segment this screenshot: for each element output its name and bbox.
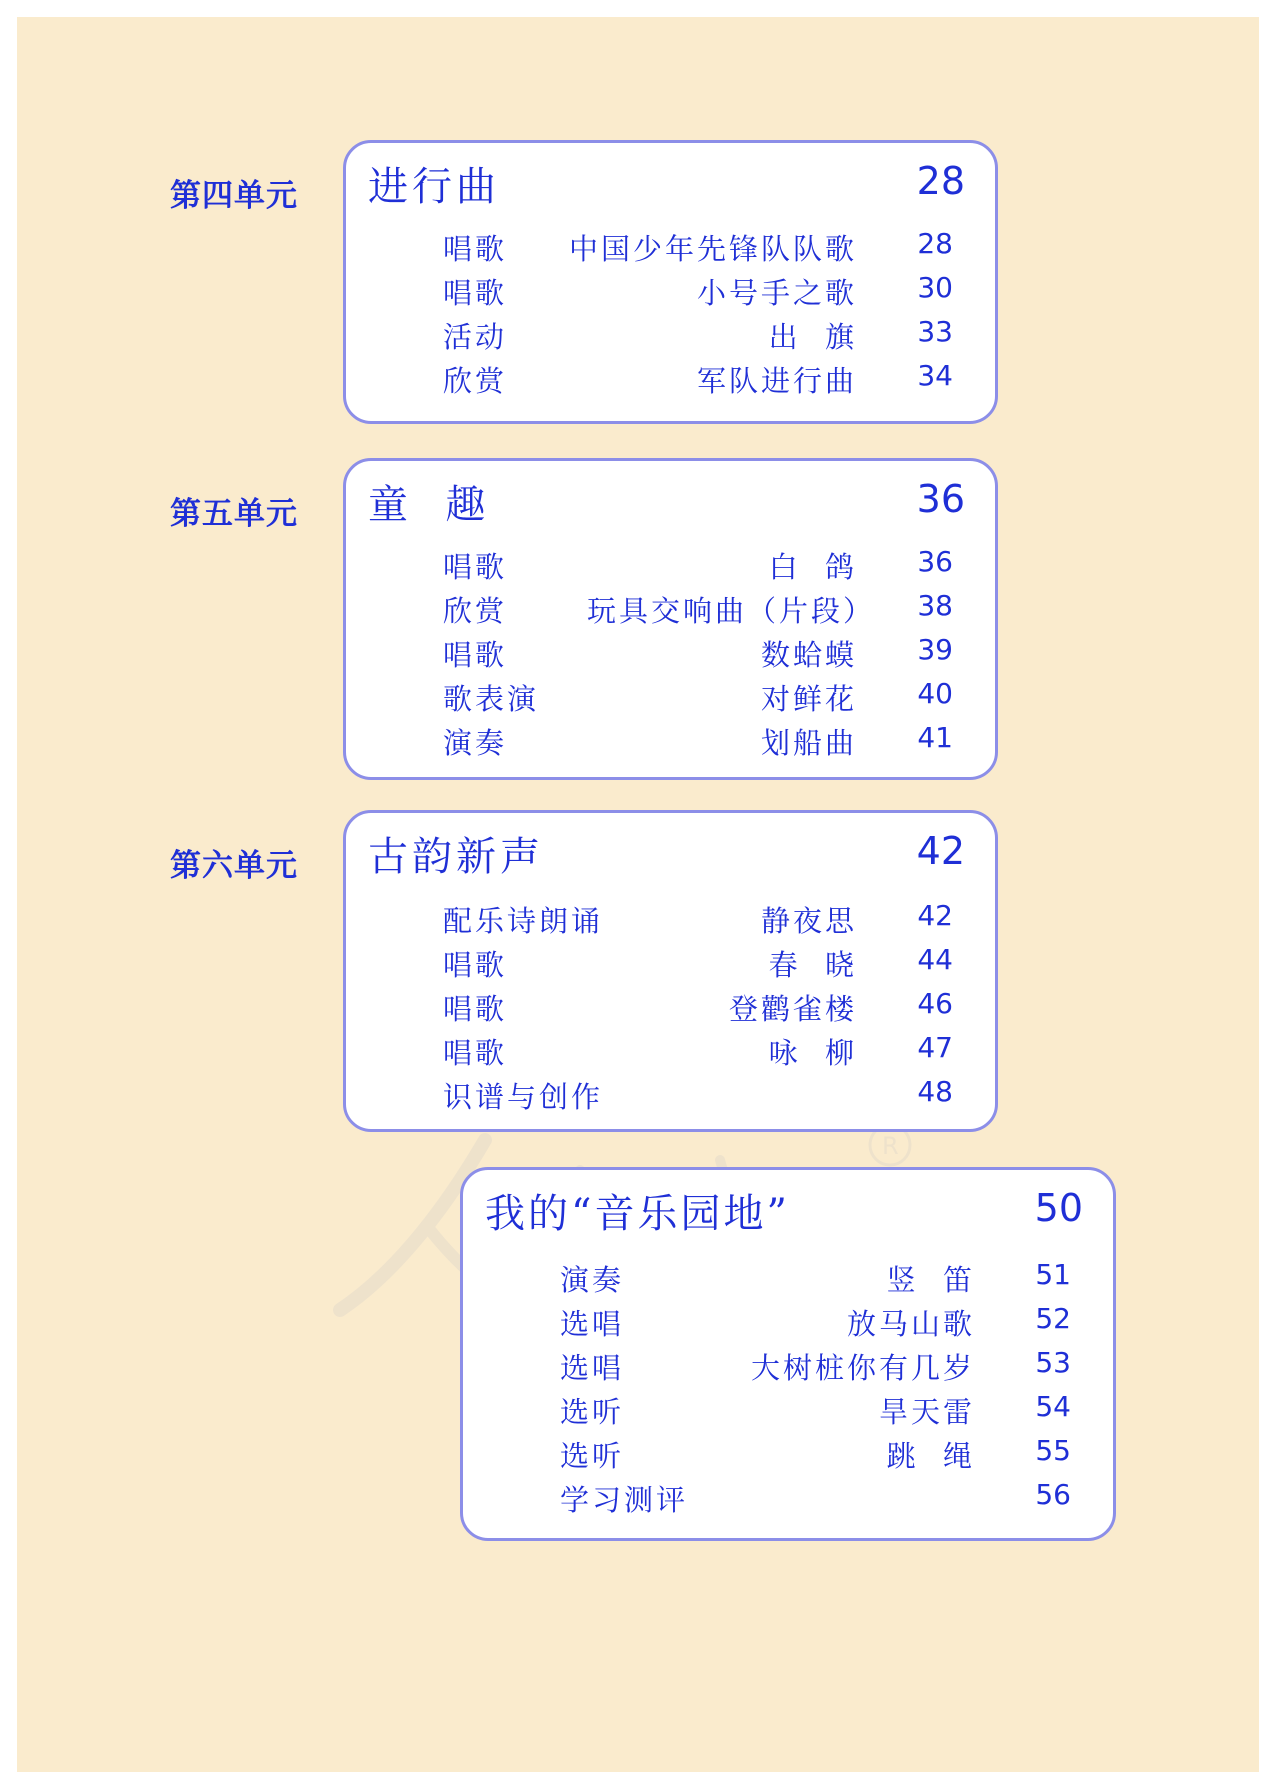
toc-row[interactable] <box>346 1031 995 1071</box>
toc-row[interactable] <box>463 1390 1113 1430</box>
toc-row[interactable] <box>346 677 995 717</box>
toc-song: 咏 柳 <box>768 1036 857 1070</box>
garden-box <box>460 1167 1116 1541</box>
toc-row[interactable] <box>346 899 995 939</box>
toc-row[interactable] <box>463 1478 1113 1518</box>
toc-category: 唱歌 <box>443 276 508 310</box>
toc-page-number: 39 <box>917 633 953 666</box>
garden-title: 我的“音乐园地” <box>485 1191 790 1237</box>
toc-row[interactable] <box>346 987 995 1027</box>
toc-song: 登鹳雀楼 <box>728 992 857 1026</box>
toc-category: 唱歌 <box>443 232 508 266</box>
toc-category: 演奏 <box>443 726 508 760</box>
toc-category: 唱歌 <box>443 638 508 672</box>
toc-page-number: 55 <box>1035 1434 1071 1467</box>
toc-page-number: 41 <box>917 721 953 754</box>
toc-page-number: 51 <box>1035 1258 1071 1291</box>
unit-page-number: 42 <box>916 829 965 873</box>
toc-song: 白 鸽 <box>768 550 857 584</box>
toc-page-number: 38 <box>917 589 953 622</box>
toc-row[interactable] <box>346 227 995 267</box>
toc-row[interactable] <box>346 315 995 355</box>
unit-box <box>343 140 998 424</box>
svg-text:R: R <box>882 1132 899 1160</box>
toc-song: 旱天雷 <box>878 1395 975 1429</box>
toc-song: 中国少年先锋队队歌 <box>568 232 857 266</box>
toc-row[interactable] <box>346 943 995 983</box>
toc-song: 静夜思 <box>760 904 857 938</box>
unit-box <box>343 458 998 780</box>
toc-song: 玩具交响曲（片段） <box>586 594 875 628</box>
toc-row[interactable] <box>346 633 995 673</box>
unit-title: 童 趣 <box>368 482 490 528</box>
toc-row[interactable] <box>346 271 995 311</box>
toc-row[interactable] <box>346 589 995 629</box>
toc-song: 划船曲 <box>760 726 857 760</box>
toc-category: 学习测评 <box>560 1483 689 1517</box>
toc-page-number: 36 <box>917 545 953 578</box>
toc-page-number: 53 <box>1035 1346 1071 1379</box>
unit-page-number: 28 <box>916 159 965 203</box>
toc-page-number: 52 <box>1035 1302 1071 1335</box>
toc-row[interactable] <box>463 1346 1113 1386</box>
toc-song: 春 晓 <box>768 948 857 982</box>
toc-category: 配乐诗朗诵 <box>443 904 604 938</box>
toc-song: 数蛤蟆 <box>760 638 857 672</box>
toc-category: 欣赏 <box>443 364 508 398</box>
unit-label: 第六单元 <box>170 848 298 884</box>
toc-song: 军队进行曲 <box>696 364 857 398</box>
toc-song: 放马山歌 <box>846 1307 975 1341</box>
toc-category: 唱歌 <box>443 948 508 982</box>
toc-page-number: 47 <box>917 1031 953 1064</box>
toc-row[interactable] <box>346 1075 995 1115</box>
unit-label: 第四单元 <box>170 178 298 214</box>
toc-category: 识谱与创作 <box>443 1080 604 1114</box>
toc-page-number: 54 <box>1035 1390 1071 1423</box>
toc-song: 竖 笛 <box>886 1263 975 1297</box>
toc-category: 活动 <box>443 320 508 354</box>
toc-category: 唱歌 <box>443 992 508 1026</box>
unit-title: 古韵新声 <box>368 834 544 880</box>
toc-row[interactable] <box>346 359 995 399</box>
toc-category: 唱歌 <box>443 1036 508 1070</box>
garden-page-number: 50 <box>1034 1186 1083 1230</box>
toc-category: 选听 <box>560 1439 625 1473</box>
unit-box <box>343 810 998 1132</box>
toc-page-number: 34 <box>917 359 953 392</box>
toc-category: 演奏 <box>560 1263 625 1297</box>
toc-category: 唱歌 <box>443 550 508 584</box>
toc-song: 对鲜花 <box>760 682 857 716</box>
toc-song: 小号手之歌 <box>696 276 857 310</box>
toc-song: 大树桩你有几岁 <box>750 1351 975 1385</box>
toc-page-number: 30 <box>917 271 953 304</box>
toc-page-number: 42 <box>917 899 953 932</box>
toc-page-number: 28 <box>917 227 953 260</box>
toc-category: 选听 <box>560 1395 625 1429</box>
toc-song: 出 旗 <box>768 320 857 354</box>
toc-row[interactable] <box>463 1302 1113 1342</box>
toc-category: 欣赏 <box>443 594 508 628</box>
toc-song: 跳 绳 <box>886 1439 975 1473</box>
toc-page-number: 33 <box>917 315 953 348</box>
toc-page-number: 44 <box>917 943 953 976</box>
toc-row[interactable] <box>346 545 995 585</box>
toc-category: 选唱 <box>560 1351 625 1385</box>
unit-label: 第五单元 <box>170 496 298 532</box>
toc-row[interactable] <box>463 1258 1113 1298</box>
unit-page-number: 36 <box>916 477 965 521</box>
toc-page-number: 46 <box>917 987 953 1020</box>
toc-row[interactable] <box>463 1434 1113 1474</box>
toc-category: 选唱 <box>560 1307 625 1341</box>
toc-row[interactable] <box>346 721 995 761</box>
toc-page-number: 48 <box>917 1075 953 1108</box>
unit-title: 进行曲 <box>368 164 500 210</box>
toc-category: 歌表演 <box>443 682 540 716</box>
toc-page-number: 56 <box>1035 1478 1071 1511</box>
toc-page-number: 40 <box>917 677 953 710</box>
